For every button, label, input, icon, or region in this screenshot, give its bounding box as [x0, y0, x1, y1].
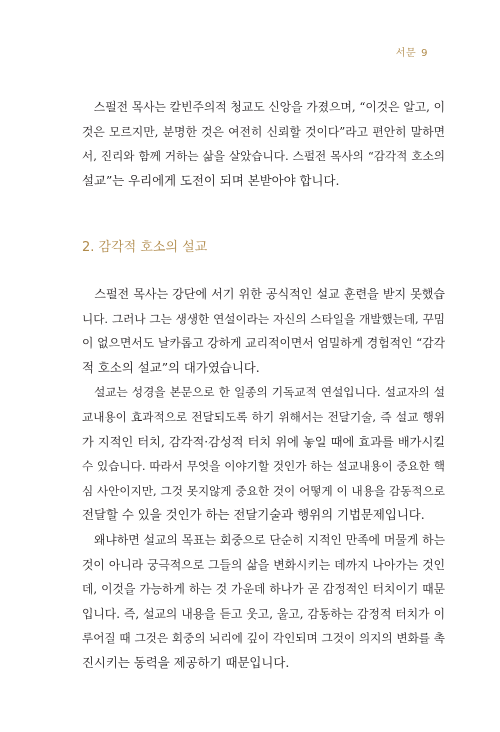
text-line: 이 없으면서도 날카롭고 강하게 교리적이면서 엄밀하게 경험적인 “감각 — [82, 336, 445, 351]
text-line: 심 사안이지만, 그것 못지않게 중요한 것이 어떻게 이 내용을 감동적으로 — [82, 483, 445, 498]
text-line: 것이 아니라 궁극적으로 그들의 삶을 변화시키는 데까지 나아가는 것인 — [82, 557, 445, 572]
page-number: 9 — [421, 48, 428, 59]
text-line: 가 지적인 터치, 감각적·감성적 터치 위에 놓일 때에 효과를 배가시킬 — [82, 434, 445, 449]
text-line: 왜냐하면 설교의 목표는 회중으로 단순히 지적인 만족에 머물게 하는 — [82, 532, 445, 547]
text-line: 서, 진리와 함께 거하는 삶을 살았습니다. 스펄전 목사의 “감각적 호소의 — [82, 149, 445, 164]
text-line: 적 호소의 설교”의 대가였습니다. — [82, 359, 260, 375]
chapter-title: 서문 — [395, 48, 417, 59]
text-line: 입니다. 즉, 설교의 내용을 듣고 웃고, 울고, 감동하는 감정적 터치가 이 — [82, 606, 445, 621]
section-heading: 2. 감각적 호소의 설교 — [82, 240, 208, 255]
text-line: 설교는 성경을 본문으로 한 일종의 기독교적 연설입니다. 설교자의 설 — [82, 385, 445, 400]
running-header — [396, 44, 428, 59]
section-body — [82, 282, 445, 676]
text-line: 스펄전 목사는 칼빈주의적 청교도 신앙을 가졌으며, “이것은 알고, 이 — [82, 100, 446, 114]
text-line: 니다. 그러나 그는 생생한 연설이라는 자신의 스타일을 개발했는데, 꾸밈 — [82, 311, 445, 326]
text-line: 설교”는 우리에게 도전이 되며 본받아야 합니다. — [82, 172, 340, 188]
text-line: 수 있습니다. 따라서 무엇을 이야기할 것인가 하는 설교내용이 중요한 핵 — [82, 459, 445, 474]
text-line: 스펄전 목사는 강단에 서기 위한 공식적인 설교 훈련을 받지 못했습 — [82, 287, 445, 301]
text-line: 전달할 수 있을 것인가 하는 전달기술과 행위의 기법문제입니다. — [82, 507, 425, 523]
text-line: 루어질 때 그것은 회중의 뇌리에 깊이 각인되며 그것이 의지의 변화를 촉 — [82, 631, 445, 646]
text-line: 것은 모르지만, 분명한 것은 여전히 신뢰할 것이다”라고 편안히 말하면 — [82, 124, 445, 139]
text-line: 진시키는 동력을 제공하기 때문입니다. — [82, 654, 290, 670]
text-line: 교내용이 효과적으로 전달되도록 하기 위해서는 전달기술, 즉 설교 행위 — [82, 409, 445, 424]
text-line: 데, 이것을 가능하게 하는 것 가운데 하나가 곧 감정적인 터치이기 때문 — [82, 582, 445, 597]
intro-paragraph — [82, 95, 445, 193]
